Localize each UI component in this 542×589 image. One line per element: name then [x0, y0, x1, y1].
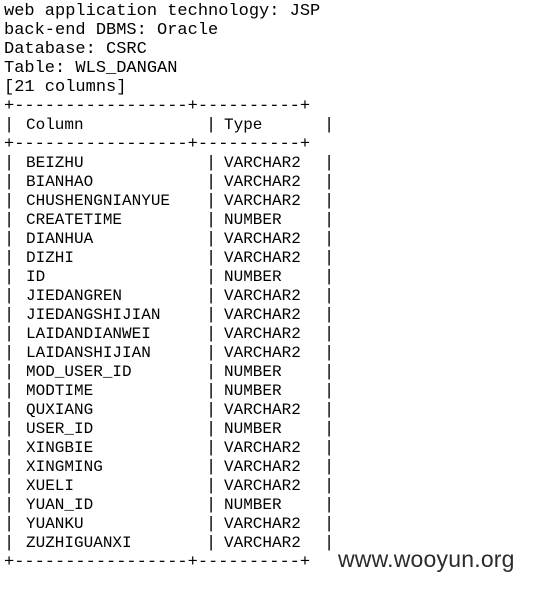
console-output	[4, 2, 538, 572]
pipe-left: |	[4, 230, 15, 249]
column-name: JIEDANGREN	[26, 287, 123, 305]
column-name: QUXIANG	[26, 401, 94, 419]
pipe-right: |	[324, 363, 335, 382]
pipe-mid: |	[206, 249, 217, 268]
pipe-left: |	[4, 477, 15, 496]
columns-table	[4, 97, 334, 572]
pipe-mid: |	[206, 401, 217, 420]
column-type: NUMBER	[224, 211, 282, 229]
table-body	[4, 154, 334, 553]
pipe-left: |	[4, 401, 15, 420]
pipe-mid: |	[206, 420, 217, 439]
pipe-mid: |	[206, 325, 217, 344]
pipe-right: |	[324, 249, 335, 268]
column-name: ZUZHIGUANXI	[26, 534, 132, 552]
pipe-mid: |	[206, 268, 217, 287]
column-name: DIZHI	[26, 249, 75, 267]
pipe-mid: |	[206, 287, 217, 306]
pipe-right: |	[324, 116, 335, 135]
dbms-line: back-end DBMS: Oracle	[4, 21, 219, 40]
column-name: JIEDANGSHIJIAN	[26, 306, 161, 324]
pipe-mid: |	[206, 192, 217, 211]
column-type: VARCHAR2	[224, 173, 301, 191]
table-row	[4, 306, 334, 325]
watermark: www.wooyun.org	[338, 546, 515, 572]
pipe-mid: |	[206, 477, 217, 496]
column-type: NUMBER	[224, 382, 282, 400]
pipe-mid: |	[206, 534, 217, 553]
column-type: VARCHAR2	[224, 230, 301, 248]
column-type: VARCHAR2	[224, 401, 301, 419]
header-type: Type	[224, 116, 263, 134]
pipe-left: |	[4, 420, 15, 439]
pipe-right: |	[324, 382, 335, 401]
pipe-right: |	[324, 173, 335, 192]
column-type: VARCHAR2	[224, 458, 301, 476]
table-row	[4, 344, 334, 363]
pipe-right: |	[324, 420, 335, 439]
column-name: DIANHUA	[26, 230, 94, 248]
web-app-tech-line: web application technology: JSP	[4, 2, 321, 21]
pipe-right: |	[324, 268, 335, 287]
column-type: NUMBER	[224, 496, 282, 514]
table-row	[4, 496, 334, 515]
column-type: NUMBER	[224, 268, 282, 286]
column-type: VARCHAR2	[224, 249, 301, 267]
table-row	[4, 420, 334, 439]
pipe-left: |	[4, 211, 15, 230]
column-name: YUAN_ID	[26, 496, 94, 514]
pipe-left: |	[4, 382, 15, 401]
column-name: LAIDANSHIJIAN	[26, 344, 151, 362]
column-type: VARCHAR2	[224, 439, 301, 457]
column-name: CHUSHENGNIANYUE	[26, 192, 171, 210]
table-row	[4, 192, 334, 211]
column-name: MOD_USER_ID	[26, 363, 132, 381]
pipe-mid: |	[206, 306, 217, 325]
pipe-right: |	[324, 306, 335, 325]
table-row	[4, 458, 334, 477]
table-line: Table: WLS_DANGAN	[4, 59, 178, 78]
table-row	[4, 477, 334, 496]
pipe-mid: |	[206, 116, 217, 135]
pipe-mid: |	[206, 344, 217, 363]
table-row	[4, 287, 334, 306]
pipe-left: |	[4, 325, 15, 344]
pipe-right: |	[324, 458, 335, 477]
pipe-left: |	[4, 344, 15, 363]
pipe-left: |	[4, 192, 15, 211]
column-type: NUMBER	[224, 363, 282, 381]
table-row	[4, 154, 334, 173]
pipe-right: |	[324, 154, 335, 173]
table-header-row	[4, 116, 334, 135]
database-line: Database: CSRC	[4, 40, 147, 59]
pipe-right: |	[324, 534, 335, 553]
column-name: XUELI	[26, 477, 75, 495]
pipe-mid: |	[206, 458, 217, 477]
column-type: VARCHAR2	[224, 306, 301, 324]
table-row	[4, 249, 334, 268]
table-row	[4, 363, 334, 382]
pipe-right: |	[324, 515, 335, 534]
pipe-mid: |	[206, 173, 217, 192]
table-border-bottom: +-----------------+----------+	[4, 553, 311, 572]
column-type: VARCHAR2	[224, 515, 301, 533]
column-type: NUMBER	[224, 420, 282, 438]
pipe-right: |	[324, 192, 335, 211]
table-row	[4, 401, 334, 420]
pipe-right: |	[324, 287, 335, 306]
table-row	[4, 211, 334, 230]
column-type: VARCHAR2	[224, 534, 301, 552]
pipe-right: |	[324, 496, 335, 515]
table-border-header: +-----------------+----------+	[4, 135, 311, 154]
column-type: VARCHAR2	[224, 477, 301, 495]
column-name: MODTIME	[26, 382, 94, 400]
pipe-left: |	[4, 363, 15, 382]
table-row	[4, 382, 334, 401]
pipe-right: |	[324, 230, 335, 249]
column-type: VARCHAR2	[224, 154, 301, 172]
pipe-right: |	[324, 325, 335, 344]
pipe-right: |	[324, 439, 335, 458]
pipe-mid: |	[206, 363, 217, 382]
header-column: Column	[26, 116, 84, 134]
table-row	[4, 534, 334, 553]
column-name: USER_ID	[26, 420, 94, 438]
column-type: VARCHAR2	[224, 192, 301, 210]
pipe-left: |	[4, 439, 15, 458]
column-type: VARCHAR2	[224, 344, 301, 362]
pipe-mid: |	[206, 382, 217, 401]
pipe-mid: |	[206, 439, 217, 458]
column-name: LAIDANDIANWEI	[26, 325, 151, 343]
pipe-mid: |	[206, 515, 217, 534]
table-row	[4, 439, 334, 458]
pipe-left: |	[4, 116, 15, 135]
pipe-left: |	[4, 306, 15, 325]
column-type: VARCHAR2	[224, 325, 301, 343]
pipe-left: |	[4, 534, 15, 553]
pipe-mid: |	[206, 230, 217, 249]
column-name: XINGMING	[26, 458, 103, 476]
table-row	[4, 173, 334, 192]
column-name: XINGBIE	[26, 439, 94, 457]
column-name: YUANKU	[26, 515, 84, 533]
pipe-left: |	[4, 458, 15, 477]
pipe-left: |	[4, 173, 15, 192]
table-border-top: +-----------------+----------+	[4, 97, 311, 116]
pipe-left: |	[4, 154, 15, 173]
pipe-mid: |	[206, 211, 217, 230]
column-name: ID	[26, 268, 46, 286]
pipe-left: |	[4, 249, 15, 268]
pipe-right: |	[324, 344, 335, 363]
pipe-right: |	[324, 401, 335, 420]
pipe-left: |	[4, 515, 15, 534]
column-name: BEIZHU	[26, 154, 84, 172]
pipe-mid: |	[206, 496, 217, 515]
column-type: VARCHAR2	[224, 287, 301, 305]
table-row	[4, 515, 334, 534]
column-count-line: [21 columns]	[4, 78, 127, 97]
pipe-right: |	[324, 211, 335, 230]
column-name: CREATETIME	[26, 211, 123, 229]
table-row	[4, 268, 334, 287]
pipe-mid: |	[206, 154, 217, 173]
pipe-left: |	[4, 496, 15, 515]
table-row	[4, 230, 334, 249]
table-row	[4, 325, 334, 344]
pipe-right: |	[324, 477, 335, 496]
column-name: BIANHAO	[26, 173, 94, 191]
pipe-left: |	[4, 268, 15, 287]
pipe-left: |	[4, 287, 15, 306]
